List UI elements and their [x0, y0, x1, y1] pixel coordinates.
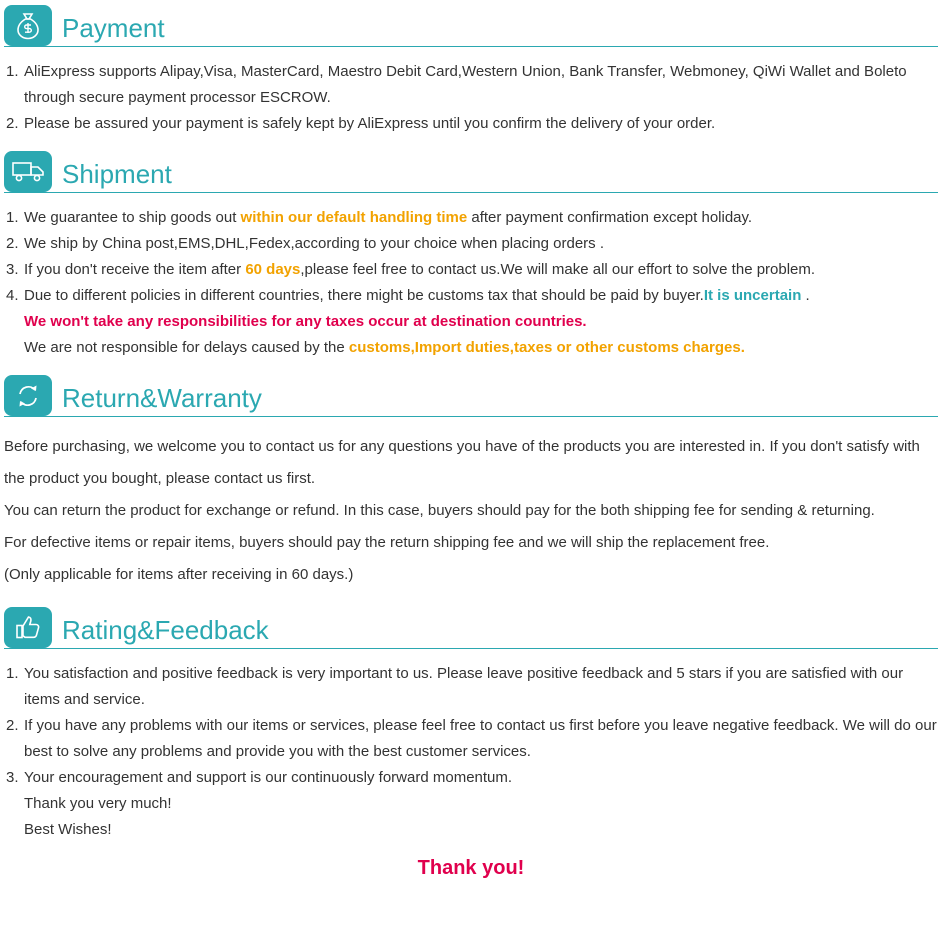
text-segment: .	[801, 287, 810, 304]
shipment-header	[4, 151, 938, 193]
list-item	[6, 765, 938, 843]
text-segment: Thank you very much!	[24, 795, 172, 812]
item-text	[24, 205, 938, 231]
list-item	[6, 231, 938, 257]
item-text	[24, 257, 938, 283]
rating-feedback-header	[4, 607, 938, 649]
list-item	[6, 59, 938, 111]
item-line	[24, 765, 938, 791]
item-number: 2.	[6, 115, 19, 132]
text-segment: Due to different policies in different countries, there might be customs tax that should be paid by buyer.	[24, 287, 704, 304]
item-line	[24, 335, 938, 361]
item-number: 1.	[6, 63, 19, 80]
item-number: 2.	[6, 717, 19, 734]
return-arrows-icon	[4, 375, 52, 416]
text-segment: Your encouragement and support is our continuously forward momentum.	[24, 769, 513, 786]
item-line	[24, 309, 938, 335]
text-segment: after payment confirmation except holiday.	[467, 209, 753, 226]
text-segment-highlight: It is uncertain	[703, 287, 802, 304]
money-bag-icon	[4, 5, 52, 46]
item-number: 3.	[6, 261, 19, 278]
list-item	[6, 205, 938, 231]
text-segment: You satisfaction and positive feedback is very important to us. Please leave positive feedback and 5 stars if you are satisfied with our items and service.	[24, 665, 904, 708]
item-number: 4.	[6, 287, 19, 304]
return-warranty-paragraphs	[4, 417, 938, 597]
text-segment-warning: We won't take any responsibilities for any taxes occur at destination countries.	[24, 313, 587, 330]
payment-header	[4, 5, 938, 47]
rating-feedback-section	[4, 607, 938, 847]
item-number: 2.	[6, 235, 19, 252]
item-text	[24, 765, 938, 843]
item-line	[24, 817, 938, 843]
payment-section	[4, 5, 938, 141]
text-segment-highlight: within our default handling time	[240, 209, 468, 226]
list-item	[6, 713, 938, 765]
item-line	[24, 283, 938, 309]
item-line	[24, 791, 938, 817]
paragraph: You can return the product for exchange or refund. In this case, buyers should pay for the both shipping fee for sending & returning.	[4, 502, 875, 519]
text-segment: We ship by China post,EMS,DHL,Fedex,according to your choice when placing orders .	[24, 235, 605, 252]
paragraph: Before purchasing, we welcome you to contact us for any questions you have of the products you are interested in. If you don't satisfy with the product you bought, please contact us first.	[4, 438, 920, 487]
text-segment: If you have any problems with our items or services, please feel free to contact us first before you leave negative feedback. We will do our best to solve any problems and provide you with the best customer services.	[24, 717, 937, 760]
return-warranty-header	[4, 375, 938, 417]
text-segment: We guarantee to ship goods out	[24, 209, 241, 226]
rating-feedback-list	[4, 649, 938, 847]
shipment-list	[4, 193, 938, 365]
list-item	[6, 661, 938, 713]
item-text	[24, 59, 938, 111]
truck-icon	[4, 151, 52, 192]
thank-you-message: Thank you!	[417, 857, 525, 879]
paragraph: For defective items or repair items, buyers should pay the return shipping fee and we will ship the replacement free.	[4, 534, 770, 551]
text-segment: Best Wishes!	[24, 821, 112, 838]
item-text	[24, 661, 938, 713]
item-text	[24, 283, 938, 361]
rating-feedback-title: Rating&Feedback	[62, 615, 269, 646]
item-text	[24, 231, 938, 257]
item-text	[24, 111, 938, 137]
list-item	[6, 283, 938, 361]
text-segment: ,please feel free to contact us.We will make all our effort to solve the problem.	[300, 261, 816, 278]
item-number: 1.	[6, 209, 19, 226]
paragraph: (Only applicable for items after receiving in 60 days.)	[4, 566, 354, 583]
shipment-section	[4, 151, 938, 365]
text-segment-highlight: 60 days	[245, 261, 301, 278]
item-text	[24, 713, 938, 765]
return-warranty-title: Return&Warranty	[62, 383, 262, 414]
text-segment: Please be assured your payment is safely kept by AliExpress until you confirm the delivery of your order.	[24, 115, 716, 132]
list-item	[6, 111, 938, 137]
payment-title: Payment	[62, 13, 165, 44]
list-item	[6, 257, 938, 283]
return-warranty-section	[4, 375, 938, 597]
text-segment-highlight: customs,Import duties,taxes or other customs charges.	[348, 339, 745, 356]
shipment-title: Shipment	[62, 159, 172, 190]
payment-list	[4, 47, 938, 141]
item-number: 3.	[6, 769, 19, 786]
thumbs-up-icon	[4, 607, 52, 648]
text-segment: If you don't receive the item after	[24, 261, 246, 278]
text-segment: We are not responsible for delays caused by the	[24, 339, 349, 356]
text-segment: AliExpress supports Alipay,Visa, MasterCard, Maestro Debit Card,Western Union, Bank Transfer, Webmoney, QiWi Wallet and Boleto through secure payment processor ESCROW.	[24, 63, 907, 106]
item-number: 1.	[6, 665, 19, 682]
